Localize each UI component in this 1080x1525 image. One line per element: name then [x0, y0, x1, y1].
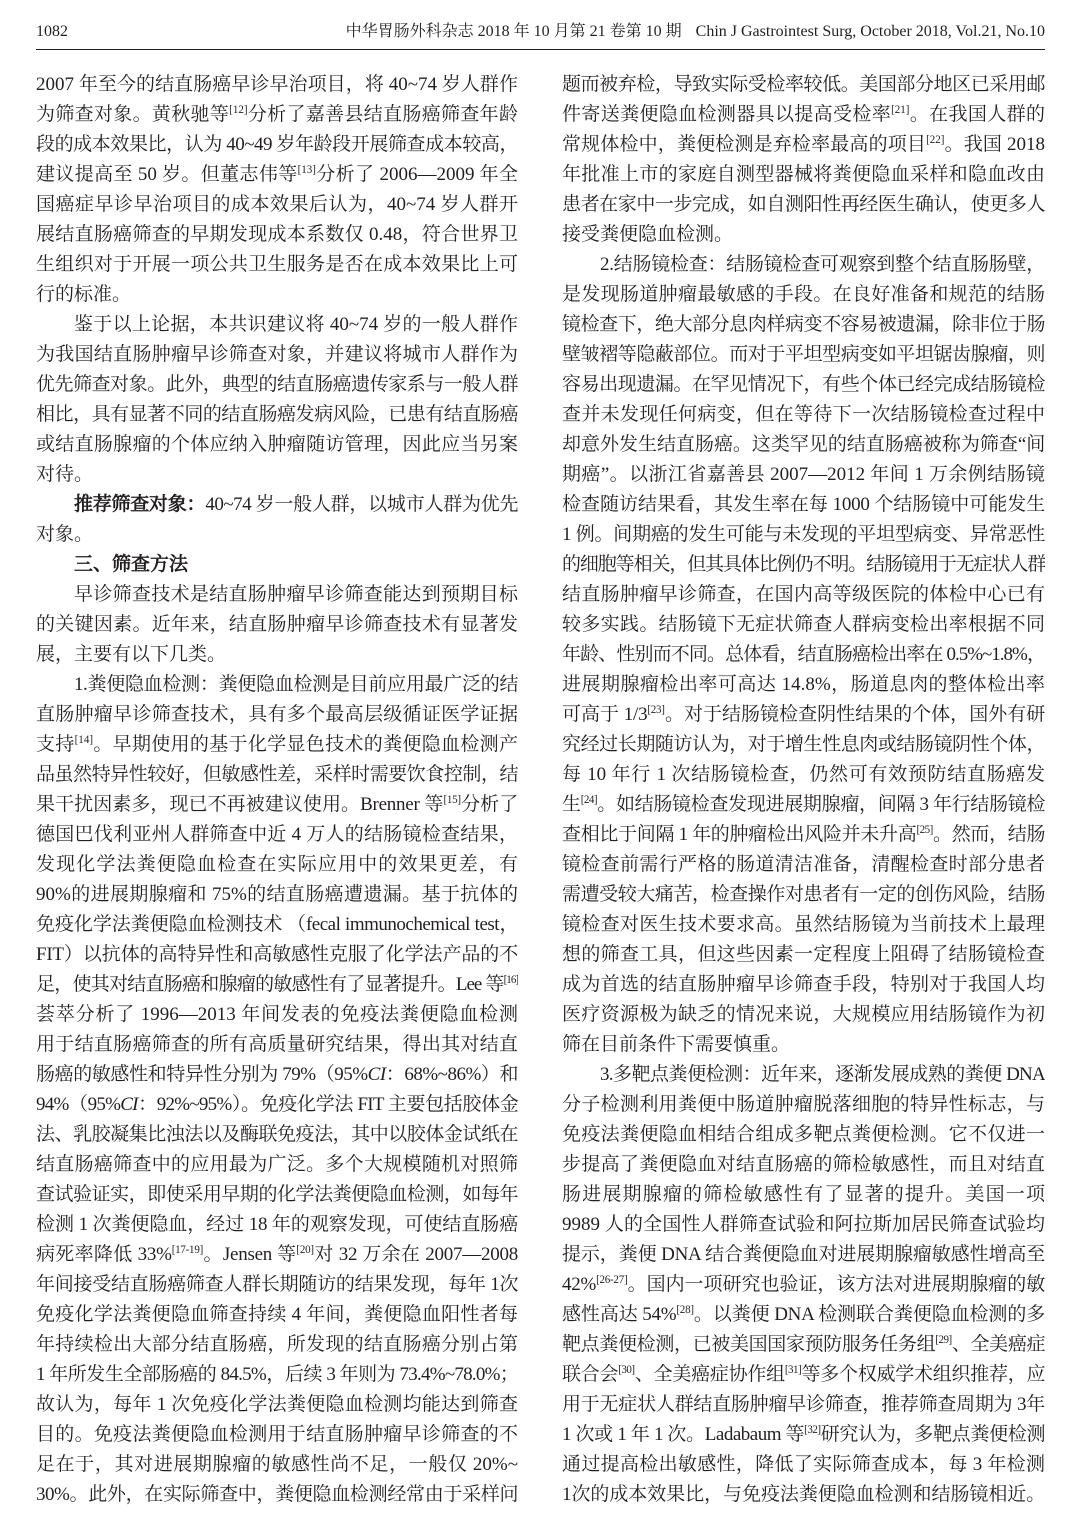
text-run: 通过提高检出敏感性，降低了实际筛查成本，每 3 年检测 — [562, 1454, 1045, 1475]
text-run: 用于结直肠癌筛查的所有高质量研究结果，得出其对结直 — [36, 1034, 518, 1055]
text-line — [562, 340, 1045, 370]
text-run: 检查随访结果看，其发生率在每 1000 个结肠镜中可能发生 — [562, 494, 1045, 515]
text-run: 靶点粪便检测，已被美国国家预防服务任务组 — [562, 1334, 936, 1355]
journal-title-english: Chin J Gastrointest Surg, October 2018, Vol.21, No.10 — [695, 23, 1045, 40]
text-run: 年持续检出大部分结直肠癌，所发现的结直肠癌分别占第 — [36, 1334, 518, 1355]
text-line — [36, 1420, 518, 1450]
citation-superscript: [24] — [580, 794, 598, 807]
text-run: 或结直肠腺瘤的个体应纳入肿瘤随访管理，因此应当另案 — [36, 434, 518, 455]
citation-superscript: [13] — [297, 164, 316, 177]
paragraph — [36, 70, 518, 310]
text-run: 30%。此外，在实际筛查中，粪便隐血检测经常由于采样问 — [36, 1484, 518, 1505]
text-line — [562, 1450, 1045, 1480]
text-line — [562, 1390, 1045, 1420]
text-run: 件寄送粪便隐血检测器具以提高受检率 — [562, 104, 892, 125]
citation-superscript: [31] — [784, 1364, 802, 1377]
text-line — [36, 1180, 518, 1210]
text-run: 段的成本效果比，认为 40~49 岁年龄段开展筛查成本较高， — [36, 134, 518, 155]
text-run: 提示，粪便 DNA 结合粪便隐血对进展期腺瘤敏感性增高至 — [562, 1244, 1045, 1265]
text-run: 成为首选的结直肠肿瘤早诊筛查手段，特别对于我国人均 — [562, 974, 1045, 995]
text-run: 1 年所发生全部肠癌的 84.5%，后续 3 年则为 73.4%~78.0%； — [36, 1364, 518, 1385]
text-line — [36, 1300, 518, 1330]
text-run: 年间接受结直肠癌筛查人群长期随访的结果发现，每年 1次 — [36, 1274, 518, 1295]
text-run: 94%（95% — [36, 1094, 121, 1115]
text-line — [36, 400, 518, 430]
text-run: 早诊筛查技术是结直肠肿瘤早诊筛查能达到预期目标 — [74, 584, 518, 605]
text-run: 是发现肠道肿瘤最敏感的手段。在良好准备和规范的结肠 — [562, 284, 1045, 305]
text-run: 等多个权威学术组织推荐，应 — [801, 1364, 1045, 1385]
text-line — [562, 1000, 1045, 1030]
text-run: 40~74 岁一般人群，以城市人群为优先 — [205, 494, 518, 515]
text-line — [562, 790, 1045, 820]
text-line — [562, 820, 1045, 850]
text-run: 9989 人的全国性人群筛查试验和阿拉斯加居民筛查试验均 — [562, 1214, 1045, 1235]
text-line — [36, 550, 518, 580]
text-line — [562, 220, 1045, 250]
text-run: 却意外发生结直肠癌。这类罕见的结直肠癌被称为筛查“间 — [562, 434, 1045, 455]
text-run: 分析了 2006—2009 年全 — [315, 164, 518, 185]
citation-superscript: [16] — [503, 974, 518, 987]
citation-superscript: [28] — [676, 1304, 694, 1317]
text-run: 检测 1 次粪便隐血，经过 18 年的观察发现，可使结直肠癌 — [36, 1214, 518, 1235]
text-run: 展，主要有以下几类。 — [36, 644, 227, 665]
text-line — [562, 190, 1045, 220]
text-run: 步提高了粪便隐血对结直肠癌的筛检敏感性，而且对结直 — [562, 1154, 1045, 1175]
citation-superscript: [23] — [647, 704, 665, 717]
text-line — [562, 1210, 1045, 1240]
text-run: 品虽然特异性较好，但敏感性差，采样时需要饮食控制，结 — [36, 764, 518, 785]
text-line — [562, 730, 1045, 760]
text-line — [36, 880, 518, 910]
text-line — [562, 760, 1045, 790]
text-line — [562, 1330, 1045, 1360]
text-line — [562, 310, 1045, 340]
text-run: 相比，具有显著不同的结直肠癌发病风险，已患有结直肠癌 — [36, 404, 518, 425]
text-run: 联合会 — [562, 1364, 619, 1385]
text-run: 进展期腺瘤检出率可高达 14.8%，肠道息肉的整体检出率 — [562, 674, 1045, 695]
text-run: 2.结肠镜检查：结肠镜检查可观察到整个结直肠肠壁， — [600, 254, 1045, 275]
text-run: 对象。 — [36, 524, 94, 545]
text-line — [562, 670, 1045, 700]
text-line — [36, 1210, 518, 1240]
text-line — [36, 280, 518, 310]
text-run: 免疫法粪便隐血相结合组成多靶点粪便检测。它不仅进一 — [562, 1124, 1045, 1145]
bold-text: 推荐筛查对象： — [74, 494, 206, 515]
text-run: 为筛查对象。黄秋驰等 — [36, 104, 230, 125]
text-line — [36, 1150, 518, 1180]
text-run: 容易出现遗漏。在罕见情况下，有些个体已经完成结肠镜检 — [562, 374, 1045, 395]
text-run: 常规体检中，粪便检测是弃检率最高的项目 — [562, 134, 927, 155]
text-line — [36, 1120, 518, 1150]
text-run: 鉴于以上论据，本共识建议将 40~74 岁的一般人群作 — [74, 314, 518, 335]
text-line — [36, 700, 518, 730]
text-run: 免疫化学法粪便隐血检测技术 （fecal immunochemical test， — [36, 914, 518, 935]
citation-superscript: [26-27] — [596, 1274, 628, 1287]
text-run: 较多实践。结肠镜下无症状筛查人群病变检出率根据不同 — [562, 614, 1045, 635]
text-run: 。早期使用的基于化学显色技术的粪便隐血检测产 — [93, 734, 518, 755]
text-line — [562, 850, 1045, 880]
text-run: 肠进展期腺瘤的筛检敏感性有了显著的提升。美国一项 — [562, 1184, 1045, 1205]
text-line — [36, 730, 518, 760]
text-line — [36, 220, 518, 250]
text-run: 3.多靶点粪便检测：近年来，逐渐发展成熟的粪便 DNA — [600, 1064, 1045, 1085]
citation-superscript: [21] — [891, 104, 910, 117]
text-run: 接受粪便隐血检测。 — [562, 224, 734, 245]
text-run: 需遭受较大痛苦，检查操作对患者有一定的创伤风险，结肠 — [562, 884, 1045, 905]
text-run: 肠癌的敏感性和特异性分别为 79%（95% — [36, 1064, 368, 1085]
text-run: 对 32 万余在 2007—2008 — [313, 1244, 518, 1265]
citation-superscript: [25] — [916, 824, 933, 837]
text-run: 。如结肠镜检查发现进展期腺瘤，间隔 3 年行结肠镜检 — [597, 794, 1045, 815]
text-line — [36, 1450, 518, 1480]
text-line — [36, 760, 518, 790]
text-line — [36, 160, 518, 190]
text-line — [562, 700, 1045, 730]
text-run: 生 — [562, 794, 581, 815]
running-header — [36, 20, 1045, 44]
text-run: 的关键因素。近年来，结直肠肿瘤早诊筛查技术有显著发 — [36, 614, 518, 635]
text-run: 年批准上市的家庭自测型器械将粪便隐血采样和隐血改由 — [562, 164, 1045, 185]
text-line — [562, 1240, 1045, 1270]
citation-superscript: [30] — [618, 1364, 635, 1377]
italic-text: CI — [367, 1064, 386, 1085]
text-line — [36, 940, 518, 970]
right-column — [562, 70, 1045, 1510]
text-line — [36, 130, 518, 160]
paragraph — [36, 670, 518, 1510]
text-run: 故认为，每年 1 次免疫化学法粪便隐血检测均能达到筛查 — [36, 1394, 518, 1415]
text-run: 免疫化学法粪便隐血筛查持续 4 年间，粪便隐血阳性者每 — [36, 1304, 518, 1325]
text-line — [562, 160, 1045, 190]
journal-title-chinese: 中华胃肠外科杂志 2018 年 10 月第 21 卷第 10 期 — [345, 23, 682, 40]
text-line — [36, 460, 518, 490]
text-run: 行的标准。 — [36, 284, 132, 305]
text-line — [562, 1360, 1045, 1390]
text-run: 。在我国人群的 — [909, 104, 1045, 125]
paragraph — [36, 580, 518, 670]
section-heading — [36, 550, 518, 580]
text-line — [36, 1390, 518, 1420]
text-run: 查试验证实，即使采用早期的化学法粪便隐血检测，如每年 — [36, 1184, 518, 1205]
text-line — [562, 1090, 1045, 1120]
text-line — [36, 610, 518, 640]
text-run: 。以粪便 DNA 检测联合粪便隐血检测的多 — [693, 1304, 1045, 1325]
text-run: 题而被弃检，导致实际受检率较低。美国部分地区已采用邮 — [562, 74, 1045, 95]
text-run: 研究认为，多靶点粪便检测 — [820, 1424, 1045, 1445]
text-line — [562, 1180, 1045, 1210]
text-run: 目的。免疫法粪便隐血检测用于结直肠肿瘤早诊筛查的不 — [36, 1424, 518, 1445]
text-run: 足在于，其对进展期腺瘤的敏感性尚不足，一般仅 20%~ — [36, 1454, 518, 1475]
text-run: 想的筛查工具，但这些因素一定程度上阻碍了结肠镜检查 — [562, 944, 1045, 965]
citation-superscript: [29] — [935, 1334, 952, 1347]
text-line — [562, 400, 1045, 430]
text-run: ：92%~95%）。免疫化学法 FIT 主要包括胶体金 — [137, 1094, 518, 1115]
text-line — [562, 1300, 1045, 1330]
text-run: 支持 — [36, 734, 75, 755]
text-run: 用于无症状人群结直肠肿瘤早诊筛查，推荐筛查周期为 3年 — [562, 1394, 1045, 1415]
text-run: 结直肠癌筛查中的应用最为广泛。多个大规模随机对照筛 — [36, 1154, 518, 1175]
text-run: 查并未发现任何病变，但在等待下一次结肠镜检查过程中 — [562, 404, 1045, 425]
text-line — [36, 1480, 518, 1510]
text-run: 、全美癌症协作组 — [634, 1364, 785, 1385]
text-run: 。Jensen 等 — [203, 1244, 297, 1265]
text-line — [562, 610, 1045, 640]
text-line — [36, 850, 518, 880]
text-line — [36, 520, 518, 550]
text-run: 对待。 — [36, 464, 94, 485]
text-line — [36, 340, 518, 370]
left-column — [36, 70, 518, 1510]
text-run: 分析了嘉善县结直肠癌筛查年龄 — [247, 104, 518, 125]
text-line — [562, 70, 1045, 100]
text-line — [562, 490, 1045, 520]
text-run: 展结直肠癌筛查的早期发现成本系数仅 0.48，符合世界卫 — [36, 224, 518, 245]
text-line — [36, 580, 518, 610]
text-run: 直肠肿瘤早诊筛查技术，具有多个最高层级循证医学证据 — [36, 704, 518, 725]
text-line — [562, 1060, 1045, 1090]
text-line — [562, 280, 1045, 310]
paragraph — [36, 310, 518, 490]
text-run: 生组织对于开展一项公共卫生服务是否在成本效果比上可 — [36, 254, 518, 275]
text-run: 法、乳胶凝集比浊法以及酶联免疫法，其中以胶体金试纸在 — [36, 1124, 518, 1145]
text-line — [562, 940, 1045, 970]
text-run: 期癌”。以浙江省嘉善县 2007—2012 年间 1 万余例结肠镜 — [562, 464, 1045, 485]
text-line — [562, 880, 1045, 910]
citation-superscript: [12] — [229, 104, 248, 117]
text-run: 1 例。间期癌的发生可能与未发现的平坦型病变、异常恶性 — [562, 524, 1045, 545]
text-line — [562, 1480, 1045, 1510]
text-line — [562, 430, 1045, 460]
citation-superscript: [17-19] — [171, 1244, 203, 1257]
text-line — [562, 1120, 1045, 1150]
text-run: 镜检查对医生技术要求高。虽然结肠镜为当前技术上最理 — [562, 914, 1045, 935]
paragraph — [562, 70, 1045, 250]
text-run: 国癌症早诊早治项目的成本效果后认为，40~74 岁人群开 — [36, 194, 518, 215]
text-run: 镜检查前需行严格的肠道清洁准备，清醒检查时部分患者 — [562, 854, 1045, 875]
citation-superscript: [22] — [926, 134, 945, 147]
text-line — [562, 250, 1045, 280]
text-run: 病死率降低 33% — [36, 1244, 172, 1265]
text-run: 镜检查下，绝大部分息肉样病变不容易被遗漏，除非位于肠 — [562, 314, 1045, 335]
citation-superscript: [20] — [296, 1244, 314, 1257]
text-run: 德国巴伐利亚州人群筛查中近 4 万人的结肠镜检查结果， — [36, 824, 518, 845]
citation-superscript: [15] — [443, 794, 461, 807]
text-run: 医疗资源极为缺乏的情况来说，大规模应用结肠镜作为初 — [562, 1004, 1045, 1025]
text-run: 优先筛查对象。此外，典型的结直肠癌遗传家系与一般人群 — [36, 374, 518, 395]
text-line — [36, 190, 518, 220]
text-line — [36, 970, 518, 1000]
text-run: 每 10 年行 1 次结肠镜检查，仍然可有效预防结直肠癌发 — [562, 764, 1045, 785]
text-run: 查相比于间隔 1 年的肿瘤检出风险并未升高 — [562, 824, 917, 845]
italic-text: CI — [120, 1094, 138, 1115]
text-line — [562, 1270, 1045, 1300]
text-run: 为我国结直肠肿瘤早诊筛查对象，并建议将城市人群作为 — [36, 344, 518, 365]
text-run: 90%的进展期腺瘤和 75%的结直肠癌遭遗漏。基于抗体的 — [36, 884, 518, 905]
text-run: 1 次或 1 年 1 次。Ladabaum 等 — [562, 1424, 805, 1445]
text-run: 。对于结肠镜检查阴性结果的个体，国外有研 — [664, 704, 1045, 725]
text-run: 结直肠肿瘤早诊筛查，在国内高等级医院的体检中心已有 — [562, 584, 1045, 605]
text-run: 荟萃分析了 1996—2013 年间发表的免疫法粪便隐血检测 — [36, 1004, 518, 1025]
text-line — [36, 370, 518, 400]
text-line — [36, 1090, 518, 1120]
journal-citation — [346, 20, 1045, 44]
text-line — [36, 1240, 518, 1270]
text-run: 1次的成本效果比，与免疫法粪便隐血检测和结肠镜相近。 — [562, 1484, 1045, 1505]
text-line — [36, 250, 518, 280]
text-line — [36, 490, 518, 520]
text-line — [562, 550, 1045, 580]
text-run: 分析了 — [460, 794, 518, 815]
citation-superscript: [14] — [74, 734, 93, 747]
text-run: 发现化学法粪便隐血检查在实际应用中的效果更差，有 — [36, 854, 518, 875]
text-line — [562, 1420, 1045, 1450]
paragraph — [562, 250, 1045, 1060]
text-run: 。国内一项研究也验证，该方法对进展期腺瘤的敏 — [627, 1274, 1045, 1295]
text-run: 2007 年至今的结直肠癌早诊早治项目，将 40~74 岁人群作 — [36, 74, 518, 95]
text-run: 1.粪便隐血检测：粪便隐血检测是目前应用最广泛的结 — [74, 674, 518, 695]
text-line — [562, 640, 1045, 670]
text-run: 分子检测利用粪便中肠道肿瘤脱落细胞的特异性标志，与 — [562, 1094, 1045, 1115]
text-line — [562, 1150, 1045, 1180]
text-run: 、全美癌症 — [951, 1334, 1045, 1355]
paragraph — [562, 1060, 1045, 1510]
text-line — [562, 970, 1045, 1000]
text-run: 壁皱褶等隐蔽部位。而对于平坦型病变如平坦锯齿腺瘤，则 — [562, 344, 1045, 365]
text-line — [36, 1330, 518, 1360]
text-run: 的细胞等相关，但其具体比例仍不明。结肠镜用于无症状人群 — [562, 554, 1045, 575]
text-line — [36, 670, 518, 700]
text-line — [36, 1270, 518, 1300]
text-line — [36, 1030, 518, 1060]
text-line — [36, 640, 518, 670]
text-run: 果干扰因素多，现已不再被建议使用。Brenner 等 — [36, 794, 444, 815]
bold-text: 三、筛查方法 — [74, 554, 189, 575]
text-line — [36, 70, 518, 100]
text-run: 年龄、性别而不同。总体看，结直肠癌检出率在 0.5%~1.8%， — [562, 644, 1045, 665]
citation-superscript: [32] — [804, 1424, 821, 1437]
text-line — [562, 580, 1045, 610]
text-run: 患者在家中一步完成，如自测阳性再经医生确认，使更多人 — [562, 194, 1045, 215]
page-number: 1082 — [36, 23, 68, 40]
text-line — [36, 820, 518, 850]
text-line — [36, 1060, 518, 1090]
text-run: 可高于 1/3 — [562, 704, 648, 725]
text-line — [562, 370, 1045, 400]
text-run: ：68%~86%）和 — [385, 1064, 518, 1085]
text-line — [36, 910, 518, 940]
text-line — [562, 1030, 1045, 1060]
text-line — [562, 520, 1045, 550]
text-line — [36, 1000, 518, 1030]
text-line — [36, 1360, 518, 1390]
text-line — [562, 460, 1045, 490]
text-line — [36, 430, 518, 460]
text-run: 。然而，结肠 — [932, 824, 1045, 845]
text-run: 建议提高至 50 岁。但董志伟等 — [36, 164, 298, 185]
header-rule — [36, 49, 1045, 50]
text-run: 。我国 2018 — [944, 134, 1045, 155]
text-run: 筛在目前条件下需要慎重。 — [562, 1034, 791, 1055]
text-line — [562, 130, 1045, 160]
paragraph — [36, 490, 518, 550]
text-run: 感性高达 54% — [562, 1304, 677, 1325]
text-line — [36, 310, 518, 340]
text-run: 足，使其对结直肠癌和腺瘤的敏感性有了显著提升。Lee 等 — [36, 974, 504, 995]
text-run: 究经过长期随访认为，对于增生性息肉或结肠镜阴性个体， — [562, 734, 1045, 755]
text-line — [36, 100, 518, 130]
text-run: FIT）以抗体的高特异性和高敏感性克服了化学法产品的不 — [36, 944, 518, 965]
text-run: 42% — [562, 1274, 597, 1295]
text-line — [36, 790, 518, 820]
text-line — [562, 910, 1045, 940]
text-line — [562, 100, 1045, 130]
